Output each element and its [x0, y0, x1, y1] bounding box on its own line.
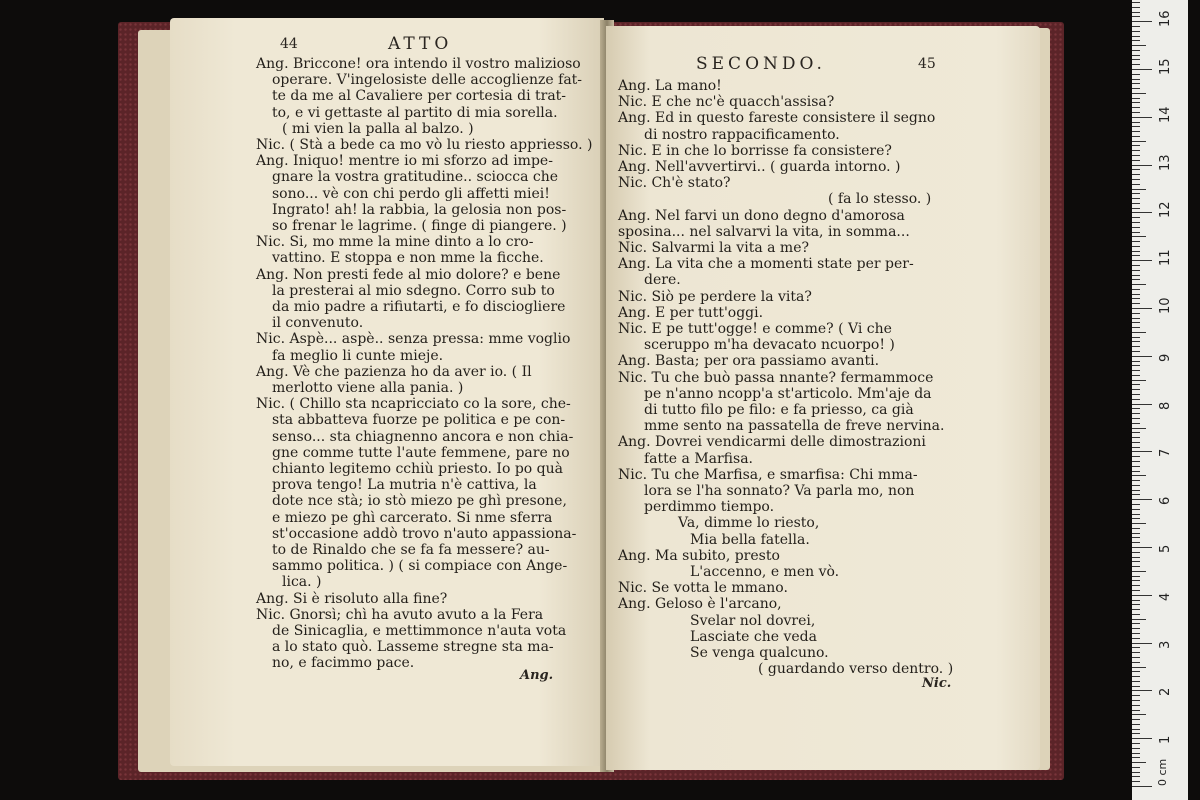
- right-page-line: Ang. Geloso è l'arcano,: [618, 596, 782, 613]
- ruler-tick: [1132, 604, 1140, 605]
- ruler-tick: [1132, 461, 1140, 462]
- ruler-tick: [1132, 365, 1140, 366]
- ruler-tick: [1132, 40, 1140, 41]
- left-running-head: ATTO: [388, 34, 453, 54]
- ruler-tick: [1132, 45, 1146, 46]
- right-page-line: Se venga qualcuno.: [690, 645, 829, 661]
- ruler-tick: [1132, 203, 1140, 204]
- left-page-line: gne comme tutte l'aute femmene, pare no: [272, 444, 570, 461]
- ruler-tick: [1132, 561, 1140, 562]
- ruler-tick: [1132, 165, 1152, 166]
- ruler-tick: [1132, 700, 1140, 701]
- ruler-tick: [1132, 514, 1140, 515]
- ruler-tick: [1132, 36, 1140, 37]
- ruler-tick: [1132, 308, 1152, 309]
- right-page-line: Nic. Salvarmi la vita a me?: [618, 240, 809, 256]
- ruler-tick: [1132, 662, 1140, 663]
- ruler-tick: [1132, 141, 1146, 142]
- ruler-tick: [1132, 609, 1140, 610]
- ruler-tick: [1132, 270, 1140, 271]
- ruler-tick: [1132, 652, 1140, 653]
- ruler-tick: [1132, 2, 1140, 3]
- ruler-tick: [1132, 566, 1140, 567]
- ruler-tick: [1132, 729, 1140, 730]
- ruler-tick: [1132, 160, 1140, 161]
- left-page-line: to, e vi gettaste al partito di mia sorella.: [272, 104, 558, 121]
- ruler-tick: [1132, 394, 1140, 395]
- right-page: [606, 26, 1040, 770]
- left-page-line: so frenar le lagrime. ( finge di piangere. ): [272, 218, 567, 234]
- left-page-line: prova tengo! La mutria n'è cattiva, la: [272, 477, 537, 494]
- ruler-tick: [1132, 724, 1140, 725]
- ruler-tick: [1132, 542, 1140, 543]
- ruler-tick: [1132, 260, 1152, 261]
- left-page-line: Nic. Si, mo mme la mine dinto a lo cro-: [256, 234, 534, 251]
- ruler-unit-label: 0 cm: [1156, 758, 1169, 786]
- left-page-line: chianto legitemo cchiù priesto. Io po quà: [272, 461, 563, 477]
- left-page-line: de Sinicaglia, e mettimmonce n'auta vota: [272, 623, 567, 639]
- ruler-tick: [1132, 643, 1152, 644]
- ruler-tick: [1132, 767, 1140, 768]
- ruler-tick: [1132, 93, 1146, 94]
- ruler-tick: [1132, 31, 1140, 32]
- ruler-number: 14: [1158, 106, 1173, 123]
- right-page-line: L'accenno, e men vò.: [690, 564, 840, 580]
- ruler-tick: [1132, 55, 1140, 56]
- ruler-tick: [1132, 303, 1140, 304]
- left-page-line: te da me al Cavaliere per cortesia di trat-: [272, 88, 567, 105]
- ruler-tick: [1132, 710, 1140, 711]
- left-catchword: Ang.: [520, 668, 554, 683]
- ruler-tick: [1132, 423, 1140, 424]
- left-page-line: Nic. ( Stà a bede ca mo vò lu riesto appriesso. ): [256, 137, 593, 153]
- left-page-line: da mio padre a rifiutarti, e fo disciogliere: [272, 299, 566, 315]
- right-page-line: Svelar nol dovrei,: [690, 612, 816, 629]
- ruler-tick: [1132, 356, 1152, 357]
- left-page-line: to de Rinaldo che se fa fa messere? au-: [272, 542, 550, 558]
- right-page-line: Nic. Tu che buò passa nnante? fermammoce: [618, 369, 934, 386]
- ruler-tick: [1132, 657, 1140, 658]
- left-page-line: sta abbatteva fuorze pe politica e pe con-: [272, 412, 566, 429]
- ruler-tick: [1132, 451, 1152, 452]
- ruler-tick: [1132, 418, 1140, 419]
- ruler-tick: [1132, 600, 1140, 601]
- left-page-line: st'occasione addò trovo n'auto appassiona-: [272, 525, 577, 542]
- ruler-tick: [1132, 442, 1140, 443]
- left-page-line: Nic. ( Chillo sta ncapricciato co la sore, che-: [256, 396, 571, 413]
- ruler-tick: [1132, 198, 1140, 199]
- ruler-tick: [1132, 232, 1140, 233]
- ruler-tick: [1132, 537, 1140, 538]
- left-page-line: Ang. Vè che pazienza ho da aver io. ( Il: [256, 363, 532, 380]
- ruler-tick: [1132, 246, 1140, 247]
- ruler-tick: [1132, 255, 1140, 256]
- left-page-line: sammo politica. ) ( si compiace con Ange-: [272, 558, 568, 575]
- right-page-line: Nic. Ch'è stato?: [618, 175, 731, 192]
- ruler-tick: [1132, 690, 1152, 691]
- ruler-number: 10: [1158, 297, 1173, 314]
- ruler-tick: [1132, 26, 1140, 27]
- right-running-head: SECONDO.: [696, 54, 826, 74]
- ruler-number: 7: [1158, 449, 1173, 458]
- ruler-tick: [1132, 318, 1140, 319]
- right-page-line: pe n'anno ncopp'a st'articolo. Mm'aje da: [644, 385, 932, 402]
- ruler-tick: [1132, 571, 1146, 572]
- ruler-tick: [1132, 523, 1146, 524]
- right-page-line: Ang. La mano!: [618, 78, 722, 94]
- ruler-tick: [1132, 341, 1140, 342]
- left-page-line: Ang. Si è risoluto alla fine?: [256, 590, 448, 607]
- ruler-number: 2: [1158, 688, 1173, 697]
- ruler-number: 11: [1158, 249, 1173, 267]
- ruler-tick: [1132, 686, 1140, 687]
- ruler-tick: [1132, 475, 1146, 476]
- right-page-line: fatte a Marfisa.: [644, 450, 754, 467]
- left-page-line: Ang. Non presti fede al mio dolore? e bene: [256, 266, 561, 283]
- right-page-line: perdimmo tiempo.: [644, 499, 775, 516]
- ruler-tick: [1132, 638, 1140, 639]
- ruler-tick: [1132, 351, 1140, 352]
- ruler-tick: [1132, 241, 1140, 242]
- left-page-line: fa meglio li cunte mieje.: [272, 347, 444, 364]
- ruler-tick: [1132, 647, 1140, 648]
- ruler-number: 1: [1158, 735, 1173, 745]
- ruler-tick: [1132, 480, 1140, 481]
- ruler-tick: [1132, 298, 1140, 299]
- ruler-tick: [1132, 408, 1140, 409]
- ruler-tick: [1132, 456, 1140, 457]
- right-page-line: Ang. La vita che a momenti state per per-: [618, 256, 914, 273]
- ruler-tick: [1132, 428, 1146, 429]
- ruler-tick: [1132, 107, 1140, 108]
- ruler-tick: [1132, 695, 1140, 696]
- ruler-tick: [1132, 236, 1146, 237]
- ruler-tick: [1132, 757, 1140, 758]
- right-page-line: sposina... nel salvarvi la vita, in somma...: [618, 223, 910, 240]
- ruler-tick: [1132, 494, 1140, 495]
- ruler-tick: [1132, 633, 1140, 634]
- ruler-tick: [1132, 509, 1140, 510]
- ruler-tick: [1132, 399, 1140, 400]
- ruler-tick: [1132, 189, 1146, 190]
- right-page-number: 45: [918, 56, 936, 72]
- ruler-number: 15: [1158, 58, 1173, 75]
- ruler-tick: [1132, 361, 1140, 362]
- ruler-tick: [1132, 79, 1140, 80]
- ruler-tick: [1132, 389, 1140, 390]
- ruler-tick: [1132, 528, 1140, 529]
- ruler-tick: [1132, 504, 1140, 505]
- ruler-tick: [1132, 585, 1140, 586]
- ruler-tick: [1132, 490, 1140, 491]
- ruler-tick: [1132, 380, 1146, 381]
- ruler-tick: [1132, 217, 1140, 218]
- left-page-line: il convenuto.: [272, 315, 364, 332]
- ruler-tick: [1132, 552, 1140, 553]
- ruler-tick: [1132, 83, 1140, 84]
- ruler-tick: [1132, 169, 1140, 170]
- ruler-tick: [1132, 580, 1140, 581]
- ruler-tick: [1132, 279, 1140, 280]
- right-page-line: ( fa lo stesso. ): [828, 191, 932, 208]
- ruler-tick: [1132, 337, 1140, 338]
- ruler-tick: [1132, 16, 1140, 17]
- right-page-line: dere.: [644, 272, 681, 289]
- ruler-tick: [1132, 667, 1146, 668]
- left-page-line: operare. V'ingelosiste delle accoglienze fat-: [272, 72, 583, 89]
- ruler-tick: [1132, 12, 1140, 13]
- right-page-line: mme sento na passatella de freve nervina.: [644, 418, 945, 435]
- ruler-tick: [1132, 743, 1140, 744]
- ruler-tick: [1132, 112, 1140, 113]
- left-page-line: la presterai al mio sdegno. Corro sub to: [272, 282, 555, 299]
- ruler-tick: [1132, 251, 1140, 252]
- ruler-tick: [1132, 313, 1140, 314]
- left-page-line: Ingrato! ah! la rabbia, la gelosia non pos-: [272, 201, 567, 218]
- left-page-number: 44: [280, 36, 298, 52]
- ruler-tick: [1132, 370, 1140, 371]
- ruler-number: 8: [1158, 401, 1173, 410]
- ruler-tick: [1132, 471, 1140, 472]
- ruler-number: 5: [1158, 544, 1173, 553]
- left-page-line: Ang. Iniquo! mentre io mi sforzo ad impe-: [256, 153, 553, 170]
- ruler-tick: [1132, 681, 1140, 682]
- ruler-tick: [1132, 193, 1140, 194]
- right-page-line: sceruppo m'ha devacato ncuorpo! ): [644, 337, 895, 354]
- ruler-tick: [1132, 753, 1140, 754]
- left-page-line: no, e facimmo pace.: [272, 655, 415, 672]
- ruler-tick: [1132, 174, 1140, 175]
- ruler-tick: [1132, 212, 1152, 213]
- left-page-line: e miezo pe ghì carcerato. Si nme sferra: [272, 509, 553, 526]
- measuring-ruler: [1132, 0, 1188, 800]
- ruler-tick: [1132, 557, 1140, 558]
- ruler-tick: [1132, 714, 1146, 715]
- ruler-tick: [1132, 284, 1146, 285]
- ruler-tick: [1132, 375, 1140, 376]
- ruler-tick: [1132, 733, 1140, 734]
- right-page-line: Nic. Tu che Marfisa, e smarfisa: Chi mma-: [618, 466, 918, 483]
- ruler-tick: [1132, 671, 1140, 672]
- ruler-tick: [1132, 384, 1140, 385]
- ruler-number: 9: [1158, 353, 1173, 362]
- ruler-tick: [1132, 179, 1140, 180]
- ruler-tick: [1132, 614, 1140, 615]
- ruler-tick: [1132, 102, 1140, 103]
- left-page-line: Nic. Gnorsì; chì ha avuto avuto a la Fera: [256, 606, 544, 623]
- ruler-tick: [1132, 21, 1152, 22]
- ruler-tick: [1132, 332, 1146, 333]
- ruler-tick: [1132, 74, 1140, 75]
- ruler-tick: [1132, 98, 1140, 99]
- ruler-tick: [1132, 294, 1140, 295]
- left-page-line: senso... sta chiagnenno ancora e non chia-: [272, 428, 574, 445]
- ruler-tick: [1132, 289, 1140, 290]
- ruler-tick: [1132, 772, 1140, 773]
- ruler-tick: [1132, 69, 1152, 70]
- right-page-line: di tutto filo pe filo: e fa priesso, ca già: [644, 402, 914, 418]
- ruler-tick: [1132, 738, 1152, 739]
- right-page-line: Ang. Ma subito, presto: [618, 547, 780, 564]
- left-page-line: Ang. Briccone! ora intendo il vostro malizioso: [256, 56, 581, 72]
- right-page-line: lora se l'ha sonnato? Va parla mo, non: [644, 483, 915, 499]
- ruler-tick: [1132, 762, 1146, 763]
- ruler-number: 12: [1158, 201, 1173, 219]
- left-page-line: merlotto viene alla pania. ): [272, 380, 464, 396]
- ruler-tick: [1132, 222, 1140, 223]
- ruler-tick: [1132, 447, 1140, 448]
- ruler-tick: [1132, 786, 1152, 787]
- right-page-line: Ang. Basta; per ora passiamo avanti.: [618, 353, 880, 370]
- right-page-line: Lasciate che veda: [690, 628, 817, 645]
- ruler-number: 4: [1158, 592, 1173, 601]
- left-page-line: Nic. Aspè... aspè.. senza pressa: mme voglio: [256, 331, 571, 348]
- right-page-line: Nic. E che nc'è quacch'assisa?: [618, 94, 835, 111]
- right-page-line: Mia bella fatella.: [690, 531, 810, 548]
- ruler-tick: [1132, 413, 1140, 414]
- ruler-tick: [1132, 122, 1140, 123]
- ruler-tick: [1132, 485, 1140, 486]
- right-page-line: Va, dimme lo riesto,: [678, 515, 820, 532]
- right-page-line: Ang. Nell'avvertirvi.. ( guarda intorno. ): [618, 159, 901, 175]
- ruler-tick: [1132, 590, 1140, 591]
- ruler-tick: [1132, 184, 1140, 185]
- ruler-tick: [1132, 466, 1140, 467]
- right-page-line: Ang. Ed in questo fareste consistere il segno: [618, 110, 936, 127]
- right-page-line: Nic. E pe tutt'ogge! e comme? ( Vi che: [618, 321, 892, 337]
- ruler-tick: [1132, 547, 1152, 548]
- ruler-tick: [1132, 136, 1140, 137]
- ruler-tick: [1132, 227, 1140, 228]
- ruler-tick: [1132, 145, 1140, 146]
- ruler-tick: [1132, 50, 1140, 51]
- left-page-line: vattino. E stoppa e non mme la ficche.: [272, 250, 544, 267]
- ruler-tick: [1132, 676, 1140, 677]
- ruler-tick: [1132, 776, 1140, 777]
- ruler-number: 3: [1158, 640, 1173, 649]
- ruler-tick: [1132, 117, 1152, 118]
- ruler-tick: [1132, 126, 1140, 127]
- ruler-tick: [1132, 432, 1140, 433]
- left-page-line: lica. ): [282, 574, 322, 591]
- ruler-tick: [1132, 208, 1140, 209]
- ruler-tick: [1132, 275, 1140, 276]
- left-page-line: gnare la vostra gratitudine.. sciocca che: [272, 169, 559, 186]
- left-page: [170, 18, 604, 766]
- ruler-tick: [1132, 150, 1140, 151]
- left-page-line: a lo stato quò. Lasseme stregne sta ma-: [272, 639, 554, 656]
- ruler-tick: [1132, 327, 1140, 328]
- left-page-line: dote nce stà; io stò miezo pe ghì presone,: [272, 493, 567, 510]
- ruler-tick: [1132, 88, 1140, 89]
- ruler-tick: [1132, 619, 1146, 620]
- ruler-tick: [1132, 437, 1140, 438]
- right-page-line: ( guardando verso dentro. ): [758, 661, 954, 678]
- ruler-tick: [1132, 59, 1140, 60]
- right-catchword: Nic.: [922, 676, 952, 691]
- ruler-number: 16: [1158, 10, 1173, 28]
- ruler-tick: [1132, 628, 1140, 629]
- ruler-tick: [1132, 131, 1140, 132]
- right-page-line: Ang. Dovrei vendicarmi delle dimostrazioni: [618, 434, 926, 451]
- right-page-line: Ang. E per tutt'oggi.: [618, 304, 764, 321]
- ruler-tick: [1132, 748, 1140, 749]
- ruler-tick: [1132, 781, 1140, 782]
- left-page-line: ( mi vien la palla al balzo. ): [282, 120, 474, 137]
- ruler-number: 13: [1158, 154, 1173, 171]
- ruler-tick: [1132, 595, 1152, 596]
- ruler-tick: [1132, 705, 1140, 706]
- ruler-tick: [1132, 265, 1140, 266]
- ruler-tick: [1132, 623, 1140, 624]
- ruler-tick: [1132, 7, 1140, 8]
- ruler-tick: [1132, 346, 1140, 347]
- ruler-tick: [1132, 64, 1140, 65]
- ruler-tick: [1132, 322, 1140, 323]
- ruler-tick: [1132, 404, 1152, 405]
- ruler-tick: [1132, 576, 1140, 577]
- right-page-line: Ang. Nel farvi un dono degno d'amorosa: [618, 207, 905, 224]
- ruler-tick: [1132, 499, 1152, 500]
- right-page-line: Nic. Se votta le mmano.: [618, 580, 788, 597]
- right-page-line: Nic. E in che lo borrisse fa consistere?: [618, 142, 892, 159]
- ruler-number: 6: [1158, 496, 1173, 506]
- right-page-line: Nic. Siò pe perdere la vita?: [618, 288, 812, 305]
- ruler-tick: [1132, 533, 1140, 534]
- ruler-tick: [1132, 719, 1140, 720]
- ruler-tick: [1132, 518, 1140, 519]
- right-page-line: di nostro rappacificamento.: [644, 126, 840, 143]
- ruler-tick: [1132, 155, 1140, 156]
- left-page-line: sono... vè con chi perdo gli affetti miei!: [272, 185, 550, 202]
